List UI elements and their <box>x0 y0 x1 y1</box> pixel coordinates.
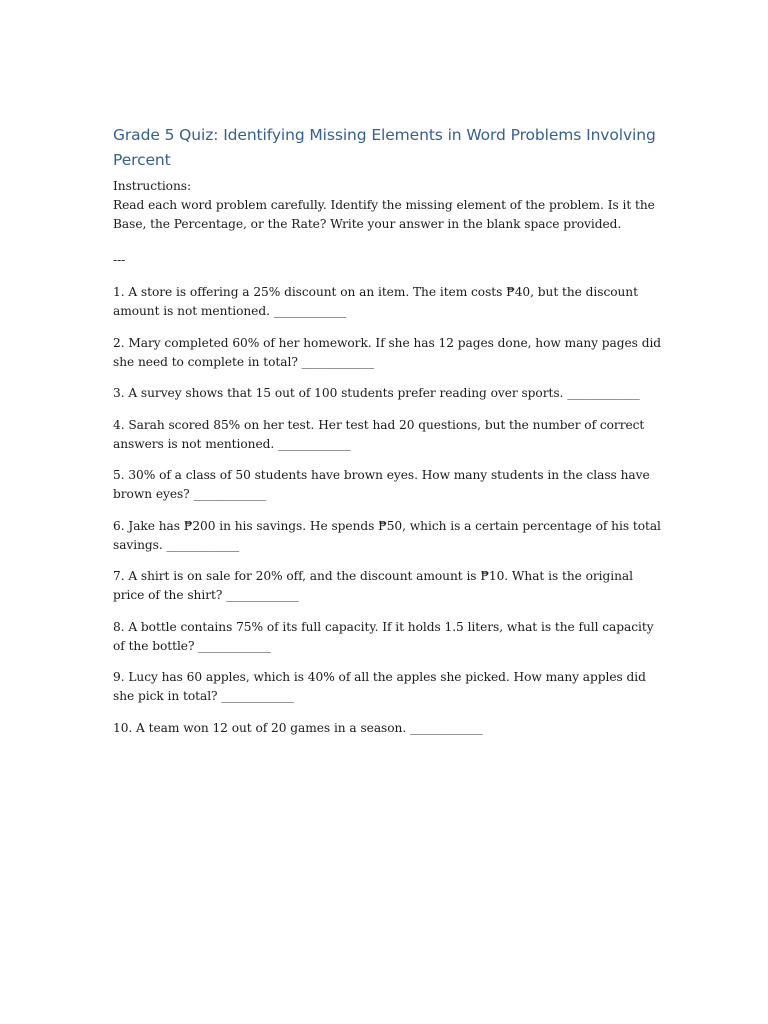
question-item: 1. A store is offering a 25% discount on an item. The item costs ₱40, but the discount amount is not mentioned. ____________ <box>113 285 638 318</box>
question-item: 3. A survey shows that 15 out of 100 students prefer reading over sports. ____________ <box>113 386 640 400</box>
question-item: 2. Mary completed 60% of her homework. If she has 12 pages done, how many pages did she need to complete in total? ____________ <box>113 335 662 369</box>
question-item: 6. Jake has ₱200 in his savings. He spends ₱50, which is a certain percentage of his total savings. ____________ <box>113 518 661 552</box>
question-list <box>113 283 668 738</box>
instructions-text: Read each word problem carefully. Identify the missing element of the problem. Is it the Base, the Percentage, or the Rate? Write your answer in the blank space provided. <box>113 198 655 231</box>
instructions-label: Instructions: <box>113 179 192 193</box>
quiz-title: Grade 5 Quiz: Identifying Missing Elements in Word Problems Involving Percent <box>113 126 656 169</box>
question-item: 7. A shirt is on sale for 20% off, and the discount amount is ₱10. What is the original price of the shirt? ____________ <box>113 569 633 602</box>
question-item: 8. A bottle contains 75% of its full capacity. If it holds 1.5 liters, what is the full capacity of the bottle? ____________ <box>113 619 654 653</box>
question-item: 9. Lucy has 60 apples, which is 40% of all the apples she picked. How many apples did she pick in total? ____________ <box>113 670 646 703</box>
question-item: 10. A team won 12 out of 20 games in a season. ____________ <box>113 720 483 735</box>
question-item: 5. 30% of a class of 50 students have brown eyes. How many students in the class have brown eyes? ____________ <box>113 468 650 501</box>
section-divider: --- <box>113 253 126 267</box>
question-item: 4. Sarah scored 85% on her test. Her test had 20 questions, but the number of correct answers is not mentioned. ____________ <box>113 417 645 451</box>
